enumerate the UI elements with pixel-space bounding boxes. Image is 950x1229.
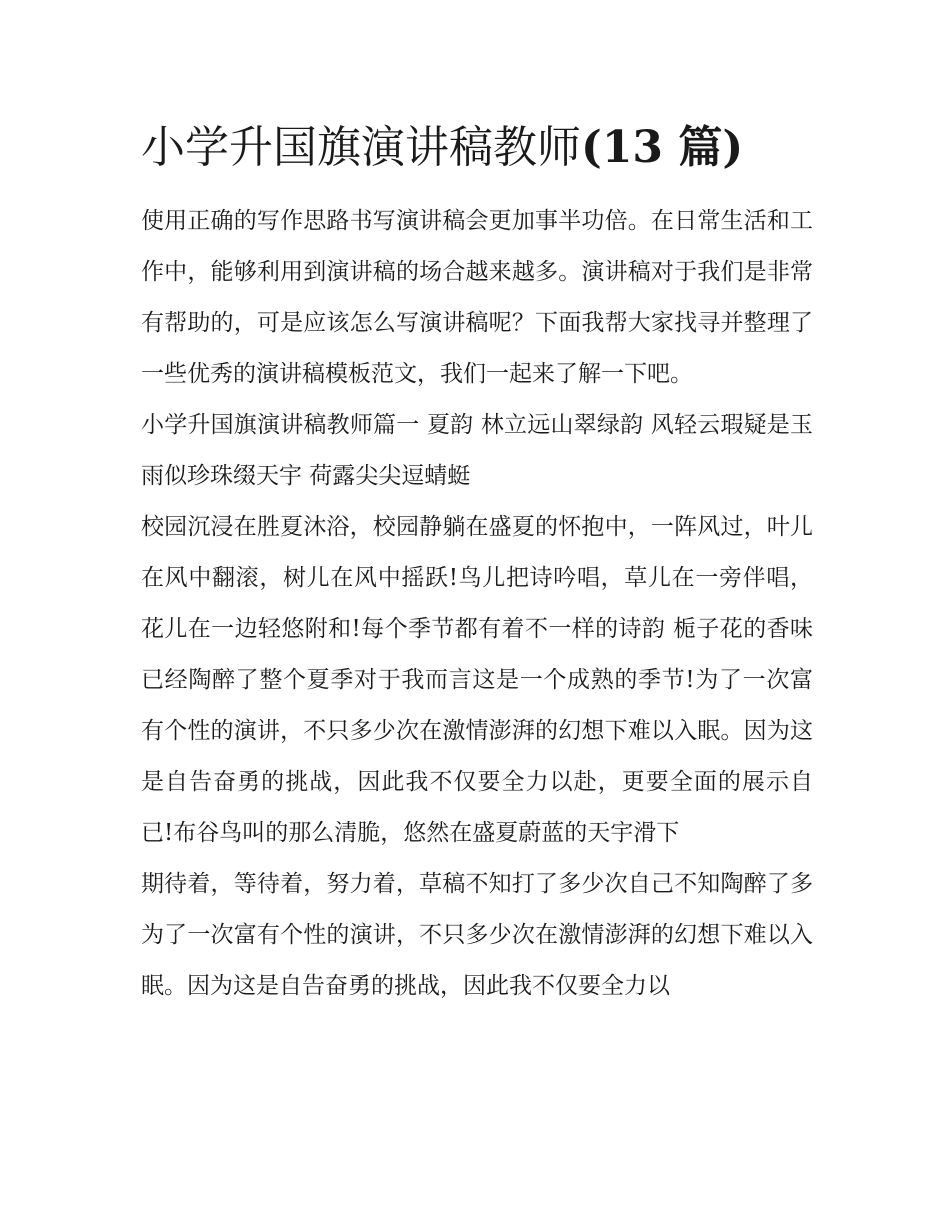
- document-title: [141, 112, 813, 184]
- closing-paragraph: 期待着，等待着，努力着，草稿不知打了多少次自己不知陶醉了多为了一次富有个性的演讲，不只多少次在激情澎湃的幻想下难以入眠。因为这是自告奋勇的挑战，因此我不仅要全力以: [141, 871, 813, 999]
- intro-paragraph: 使用正确的写作思路书写演讲稿会更加事半功倍。在日常生活和工作中，能够利用到演讲稿的场合越来越多。演讲稿对于我们是非常有帮助的，可是应该怎么写演讲稿呢？下面我帮大家找寻并整理了一些优秀的演讲稿模板范文，我们一起来了解一下吧。: [141, 208, 813, 387]
- poem-paragraph: 小学升国旗演讲稿教师篇一 夏韵 林立远山翠绿韵 风轻云瑕疑是玉 雨似珍珠缀天宇 荷露尖尖逗蜻蜓: [141, 412, 813, 489]
- title-main: 小学升国旗演讲稿教师: [141, 122, 581, 173]
- body-paragraph: 校园沉浸在胜夏沐浴，校园静躺在盛夏的怀抱中，一阵风过，叶儿在风中翻滚，树儿在风中摇跃!鸟儿把诗吟唱，草儿在一旁伴唱，花儿在一边轻悠附和!每个季节都有着不一样的诗韵 栀子花的香味已经陶醉了整个夏季对于我而言这是一个成熟的季节!为了一次富有个性的演讲，不只多少次在激情澎湃的幻想下难以入眠。因为这是自告奋勇的挑战，因此我不仅要全力以赴，更要全面的展示自已!布谷鸟叫的那么清脆，悠然在盛夏蔚蓝的天宇滑下: [141, 514, 813, 846]
- title-suffix: (13 篇): [581, 122, 744, 173]
- document-body: [141, 112, 813, 1012]
